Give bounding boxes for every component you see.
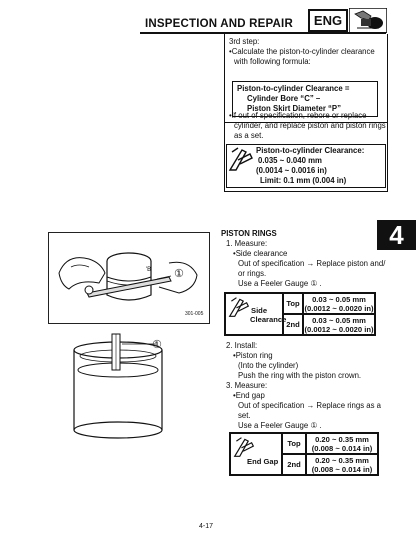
step2-label: 2. Install: xyxy=(226,341,258,350)
side-top-value xyxy=(303,293,375,314)
side-clearance-figure xyxy=(48,232,210,324)
spec-text-3: as a set. xyxy=(234,131,264,140)
piston-ring-item: •Piston ring xyxy=(233,351,273,360)
end-gap-label: End Gap xyxy=(247,457,279,466)
end-gap-item: •End gap xyxy=(233,391,265,400)
ring-2nd-label: 2nd xyxy=(283,314,303,335)
end-gap-label-cell xyxy=(230,433,282,475)
spec-title: Piston-to-cylinder Clearance: xyxy=(256,146,365,155)
eg-ring-top-label: Top xyxy=(282,433,306,454)
figure1-callout: ① xyxy=(174,268,184,280)
side-top-inch: (0.0012 ~ 0.0020 in) xyxy=(304,303,374,313)
section-badge: ENG xyxy=(308,9,348,32)
push-text: Push the ring with the piston crown. xyxy=(238,371,362,380)
page-title: INSPECTION AND REPAIR xyxy=(145,18,293,30)
chapter-tab: 4 xyxy=(377,220,416,250)
formula-line-1: Piston-to-cylinder Clearance = xyxy=(237,84,350,93)
eg-2nd-metric: 0.20 ~ 0.35 mm xyxy=(315,455,369,465)
side-top-metric: 0.03 ~ 0.05 mm xyxy=(312,294,366,304)
calc-text-2: with following formula: xyxy=(234,57,311,66)
caliper-icon xyxy=(228,146,254,172)
side-label-1: Side xyxy=(251,306,268,315)
step-label: 3rd step: xyxy=(229,37,260,46)
spec-text-2: cylinder, and replace piston and piston rings xyxy=(234,121,386,130)
figure2-callout: ① xyxy=(152,339,162,351)
side-clearance-text-3: Use a Feeler Gauge ① . xyxy=(238,279,322,288)
end-gap-text-3: Use a Feeler Gauge ① . xyxy=(238,421,322,430)
side-clearance-table xyxy=(224,292,376,336)
caliper-icon xyxy=(228,296,250,318)
end-gap-table xyxy=(229,432,379,476)
side-clearance-item: •Side clearance xyxy=(233,249,288,258)
side-label-2: Clearance xyxy=(250,315,287,324)
piston-rings-heading: PISTON RINGS xyxy=(221,229,277,238)
engine-icon xyxy=(349,8,387,33)
step3-label: 3. Measure: xyxy=(226,381,268,390)
formula-line-2: Cylinder Bore “C” – xyxy=(247,94,321,104)
spec-text-1: •If out of specification, rebore or replace xyxy=(229,111,367,120)
clearance-spec-text xyxy=(256,146,364,186)
eg-2nd-inch: (0.008 ~ 0.014 in) xyxy=(311,464,373,474)
side-2nd-metric: 0.03 ~ 0.05 mm xyxy=(312,315,366,325)
calc-text-1: •Calculate the piston-to-cylinder clearance xyxy=(229,47,375,56)
page-number: 4-17 xyxy=(199,523,214,530)
side-2nd-value xyxy=(303,314,375,335)
end-gap-text-2: set. xyxy=(238,411,251,420)
into-cylinder-text: (Into the cylinder) xyxy=(238,361,299,370)
side-clearance-text-2: or rings. xyxy=(238,269,267,278)
eg-2nd-value xyxy=(306,454,378,475)
figure1-code: 301-005 xyxy=(185,311,204,317)
end-gap-figure xyxy=(48,330,210,442)
spec-inch: (0.0014 ~ 0.0016 in) xyxy=(256,166,327,175)
side-2nd-inch: (0.0012 ~ 0.0020 in) xyxy=(304,324,374,334)
caliper-icon xyxy=(233,436,255,458)
eg-top-value xyxy=(306,433,378,454)
step1-label: 1. Measure: xyxy=(226,239,268,248)
side-clearance-text-1: Out of specification → Replace piston and/ xyxy=(238,259,386,268)
eg-top-inch: (0.008 ~ 0.014 in) xyxy=(311,443,373,453)
eg-top-metric: 0.20 ~ 0.35 mm xyxy=(315,434,369,444)
eg-ring-2nd-label: 2nd xyxy=(282,454,306,475)
figure1-small-label: 'B xyxy=(146,267,152,273)
end-gap-text-1: Out of specification → Replace rings as a xyxy=(238,401,382,410)
spec-metric: 0.035 ~ 0.040 mm xyxy=(258,156,322,165)
formula-line-3: Piston Skirt Diameter “P” xyxy=(247,104,342,114)
ring-top-label: Top xyxy=(283,293,303,314)
side-clearance-label-cell xyxy=(225,293,287,335)
spec-limit: Limit: 0.1 mm (0.004 in) xyxy=(260,176,347,185)
